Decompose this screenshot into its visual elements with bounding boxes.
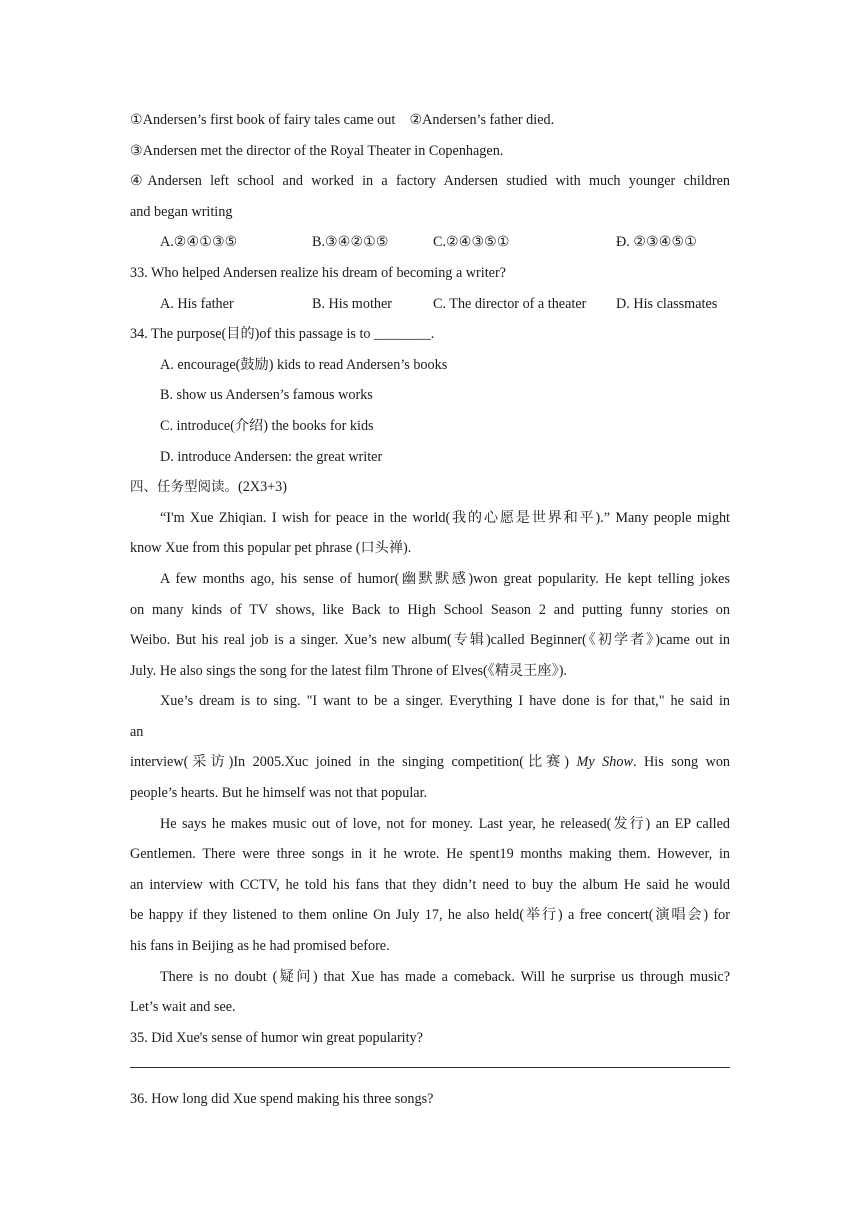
q32-event-2: ②Andersen’s father died. [409,112,555,128]
passage-p3-line2: an [130,723,144,740]
q34-option-a[interactable]: A. encourage(鼓励) kids to read Andersen’s books [160,356,448,373]
passage-p4-line2: Gentlemen. There were three songs in it he wrote. He spent19 months making them. However, in [130,846,730,863]
q35-stem: 35. Did Xue's sense of humor win great popularity? [130,1029,423,1046]
q33-option-c[interactable]: C. The director of a theater [433,295,587,312]
q33-stem: 33. Who helped Andersen realize his dream of becoming a writer? [130,264,506,281]
passage-p3-line3 [130,747,730,778]
passage-p3-line3-b: . His song won [632,754,730,771]
section-4-points: (2X3+3) [238,479,287,496]
q32-option-b[interactable]: B.③④②①⑤ [312,234,389,251]
passage-p3-line4: people’s hearts. But he himself was not that popular. [130,785,428,802]
q34-option-d[interactable]: D. introduce Andersen: the great writer [160,448,383,465]
q32-event-4-line2: and began writing [130,203,233,220]
q32-event-4-line1: ④Andersen left school and worked in a factory Andersen studied with much younger children [130,173,730,190]
passage-p5-line2: Let’s wait and see. [130,999,236,1016]
passage-p2-line1: A few months ago, his sense of humor(幽默默感)won great popularity. He kept telling jokes [160,570,730,587]
passage-p4-line1: He says he makes music out of love, not for money. Last year, he released(发行) an EP called [160,815,730,832]
q34-stem: 34. The purpose(目的)of this passage is to ________. [130,326,435,343]
worksheet-page [130,105,730,1115]
passage-p2-line3: Weibo. But his real job is a singer. Xue’s new album(专辑)called Beginner(《初学者》)came out in [130,632,730,649]
q32-event-3: ③Andersen met the director of the Royal Theater in Copenhagen. [130,142,504,159]
passage-p5-line1: There is no doubt (疑问) that Xue has made a comeback. Will he surprise us through music? [160,968,730,985]
q32-event-1: ①Andersen’s first book of fairy tales came out [130,112,396,128]
q32-option-a[interactable]: A.②④①③⑤ [160,234,238,251]
q33-option-b[interactable]: B. His mother [312,295,392,312]
section-4-title: 四、任务型阅读。 [130,479,238,496]
passage-p3-line1: Xue’s dream is to sing. "I want to be a singer. Everything I have done is for that," he said in [160,693,730,710]
q33-options [130,289,730,320]
passage-p4-line3: an interview with CCTV, he told his fans that they didn’t need to buy the album He said he would [130,876,730,893]
passage-p4-line5: his fans in Beijing as he had promised before. [130,938,390,955]
q34-option-c[interactable]: C. introduce(介绍) the books for kids [160,417,374,434]
q32-option-d[interactable]: Ð. ②③④⑤① [616,234,697,251]
q32-options [130,227,730,258]
q33-option-d[interactable]: D. His classmates [616,295,718,312]
show-title: My Show [576,754,633,771]
passage-p4-line4: be happy if they listened to them online On July 17, he also held(举行) a free concert(演唱会) for [130,907,730,924]
passage-p1-line2: know Xue from this popular pet phrase (口头禅). [130,540,412,557]
q32-events-row [130,105,730,136]
section-4-heading [130,472,730,503]
q36-stem: 36. How long did Xue spend making his three songs? [130,1091,434,1107]
passage-p3-line3-a: interview(采访)In 2005.Xuc joined in the singing competition(比赛) [130,754,570,771]
q35-answer-line[interactable] [130,1053,730,1084]
q33-option-a[interactable]: A. His father [160,295,234,312]
q32-option-c[interactable]: C.②④③⑤① [433,234,510,251]
passage-p2-line2: on many kinds of TV shows, like Back to High School Season 2 and putting funny stories on [130,601,730,618]
passage-p1-line1: “I'm Xue Zhiqian. I wish for peace in the world(我的心愿是世界和平).” Many people might [160,509,730,526]
passage-p2-line4: July. He also sings the song for the latest film Throne of Elves(《精灵王座》). [130,662,567,679]
q34-option-b[interactable]: B. show us Andersen’s famous works [160,387,373,404]
